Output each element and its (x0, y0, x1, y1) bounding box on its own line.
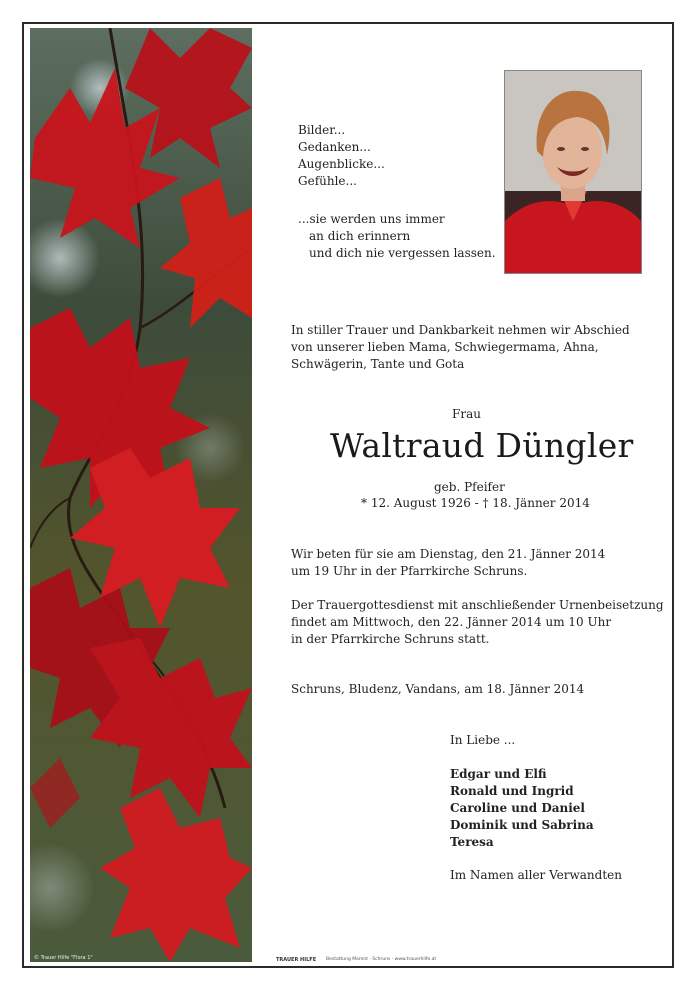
intro-line: In stiller Trauer und Dankbarkeit nehmen wir Abschied (291, 323, 630, 337)
portrait-photo (504, 70, 642, 274)
intro-text (291, 322, 630, 373)
intro-line: Schwägerin, Tante und Gota (291, 357, 465, 371)
service-line: in der Pfarrkirche Schruns statt. (291, 632, 490, 646)
service-line: Der Trauergottesdienst mit anschließender Urnenbeisetzung (291, 598, 664, 612)
poem-line: Augenblicke... (298, 157, 385, 171)
poem-line: und dich nie vergessen lassen. (309, 246, 496, 260)
poem-block-2 (298, 211, 496, 262)
prayer-line: Wir beten für sie am Dienstag, den 21. Jänner 2014 (291, 547, 606, 561)
prayer-announcement (291, 546, 605, 580)
intro-line: von unserer lieben Mama, Schwiegermama, Ahna, (291, 340, 599, 354)
salutation: Frau (452, 407, 481, 421)
in-liebe: In Liebe ... (450, 733, 516, 747)
mourners-list (450, 766, 594, 851)
service-announcement (291, 597, 664, 648)
birth-name: geb. Pfeifer (434, 480, 505, 494)
service-line: findet am Mittwoch, den 22. Jänner 2014 um 10 Uhr (291, 615, 612, 629)
poem-line: Gedanken... (298, 140, 371, 154)
poem-line: ...sie werden uns immer (298, 212, 445, 226)
maple-leaves-illustration (30, 28, 252, 962)
footer-brand: TRAUER HILFE (276, 957, 317, 963)
poem-line: an dich erinnern (309, 229, 411, 243)
mourner-name: Edgar und Elfi (450, 767, 547, 781)
prayer-line: um 19 Uhr in der Pfarrkirche Schruns. (291, 564, 528, 578)
maple-leaves-image (30, 28, 252, 962)
photo-credit: © Trauer Hilfe "Flora 1" (34, 955, 93, 961)
mourner-name: Dominik und Sabrina (450, 818, 594, 832)
life-dates: * 12. August 1926 - † 18. Jänner 2014 (361, 496, 590, 510)
mourner-name: Ronald und Ingrid (450, 784, 574, 798)
poem-block (298, 122, 385, 190)
footer-text: Bestattung Marent · Schruns · www.trauerhilfe.at (326, 957, 437, 962)
poem-line: Bilder... (298, 123, 346, 137)
deceased-name: Waltraud Düngler (330, 426, 634, 465)
place-date: Schruns, Bludenz, Vandans, am 18. Jänner 2014 (291, 682, 585, 696)
relatives-line: Im Namen aller Verwandten (450, 868, 622, 882)
poem-line: Gefühle... (298, 174, 357, 188)
portrait-illustration (505, 71, 641, 273)
mourner-name: Caroline und Daniel (450, 801, 585, 815)
mourner-name: Teresa (450, 835, 494, 849)
